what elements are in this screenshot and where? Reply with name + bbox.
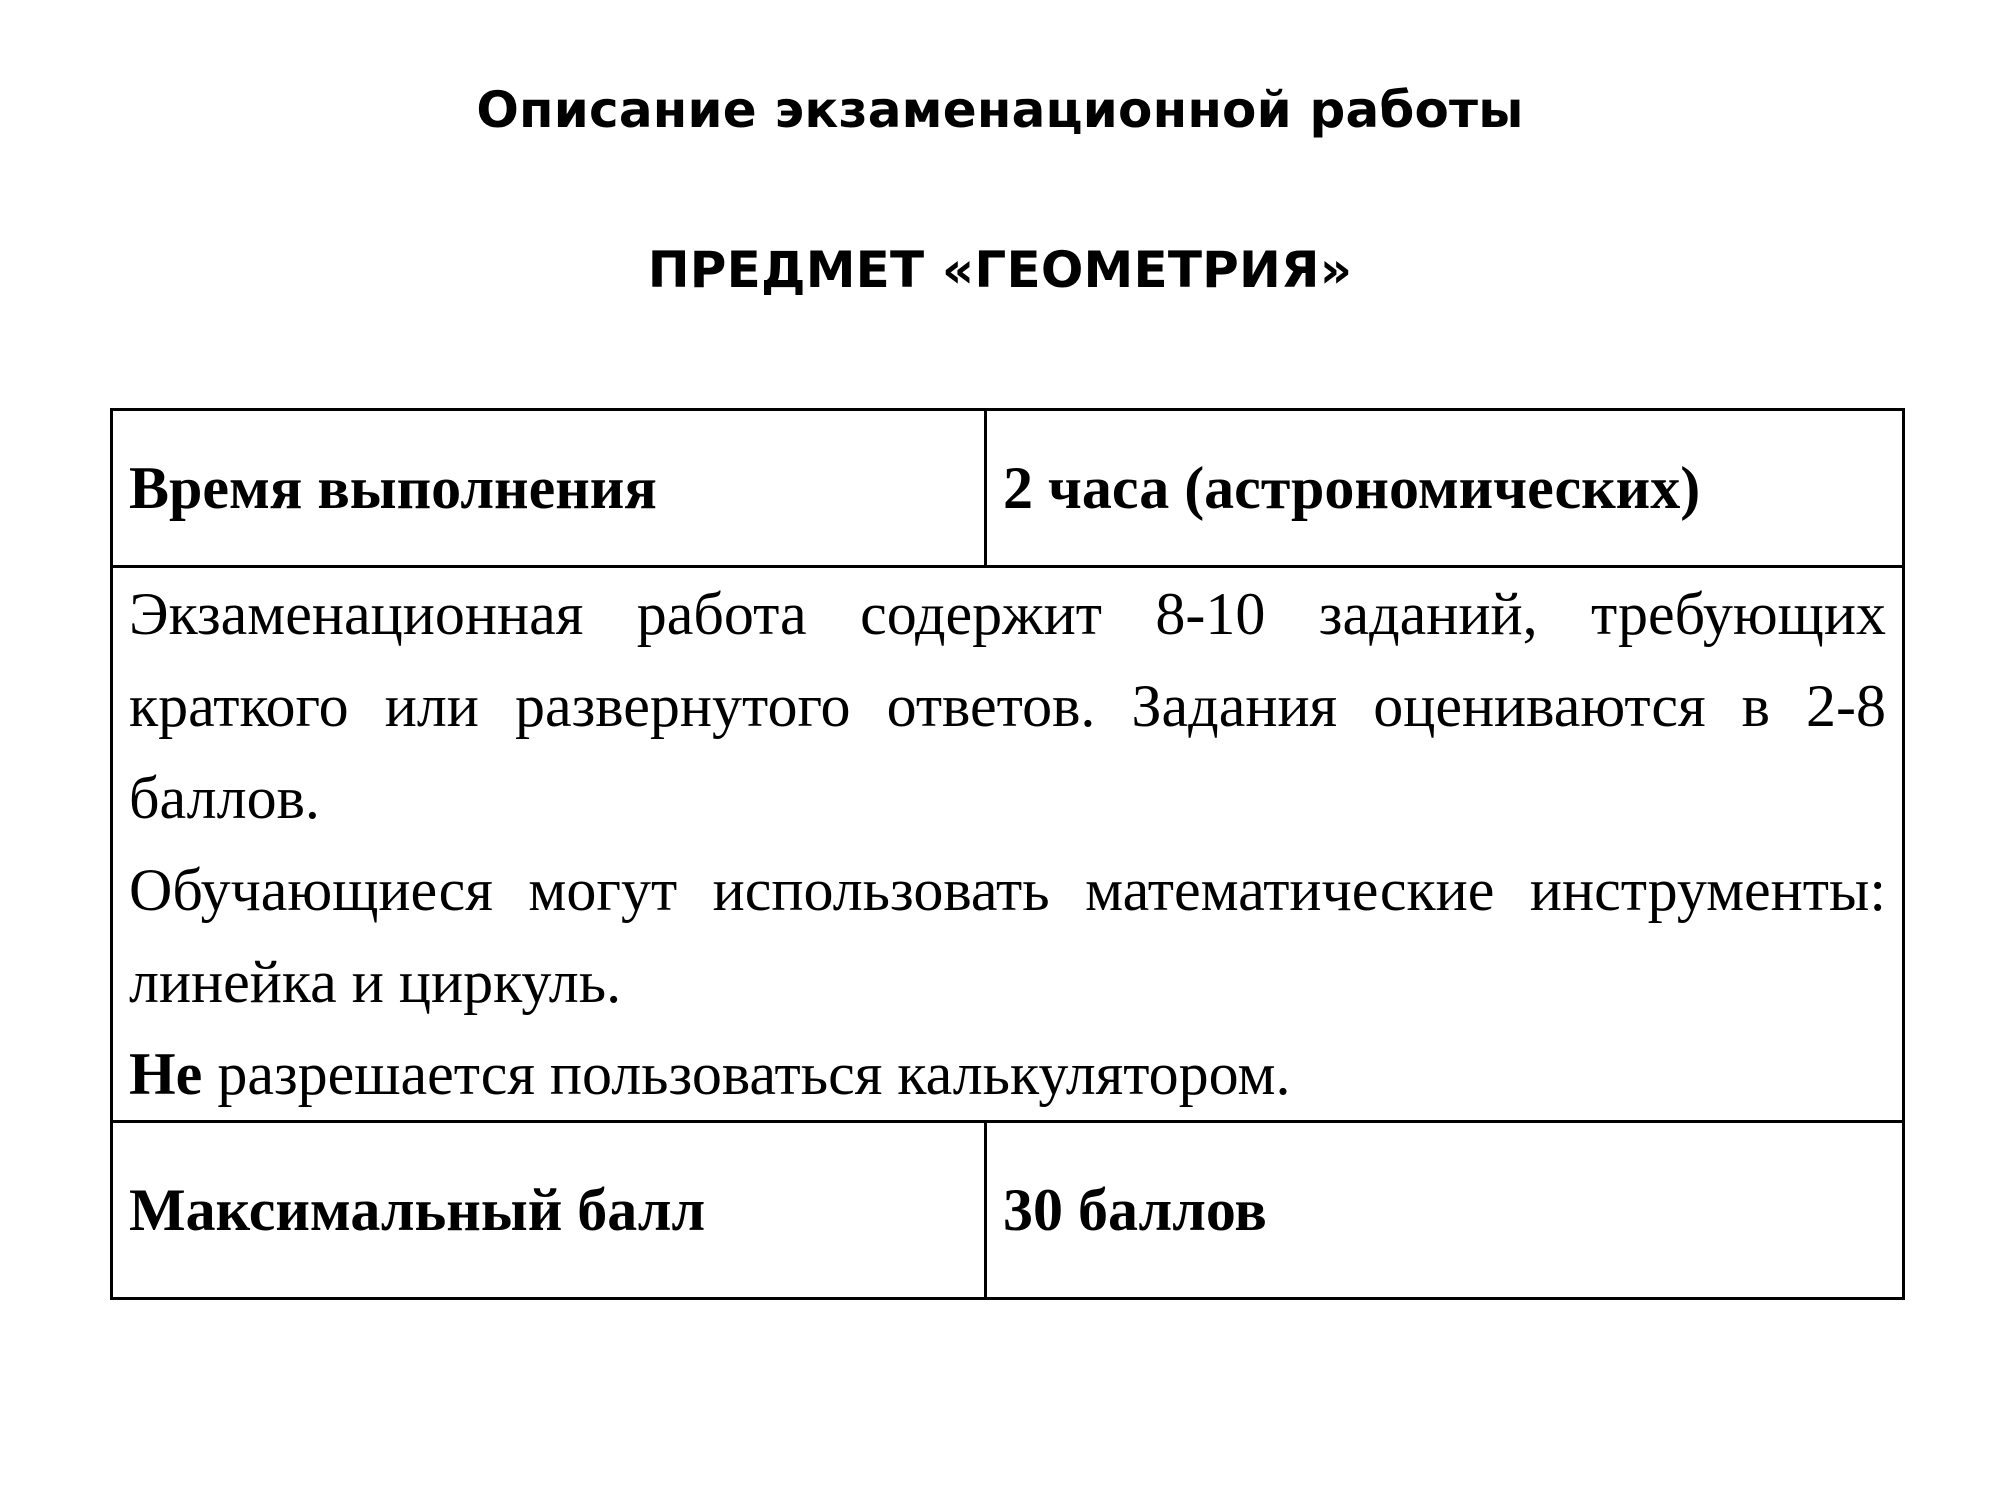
table-row-description [112,567,1904,1122]
description-paragraph-tools: Обучающиеся могут использовать математические инструменты: линейка и циркуль. [129,857,1886,1015]
page-title: Описание экзаменационной работы [476,81,1524,139]
max-score-label: Максимальный балл [112,1122,986,1299]
calculator-rule-text: разрешается пользоваться калькулятором. [202,1041,1291,1107]
exam-info-table [110,408,1905,1300]
negation-emphasis: Не [129,1041,203,1107]
table-row-time [112,410,1904,567]
time-label: Время выполнения [112,410,986,567]
table-row-max-score [112,1122,1904,1299]
time-value: 2 часа (астрономических) [986,410,1904,567]
description-cell [112,567,1904,1122]
description-paragraph-tasks: Экзаменационная работа содержит 8-10 заданий, требующих краткого или развернутого ответов. Задания оцениваются в 2-8 баллов. [129,581,1886,831]
max-score-value: 30 баллов [986,1122,1904,1299]
description-paragraph-calculator [129,1028,1886,1120]
subject-heading: ПРЕДМЕТ «ГЕОМЕТРИЯ» [647,241,1353,299]
